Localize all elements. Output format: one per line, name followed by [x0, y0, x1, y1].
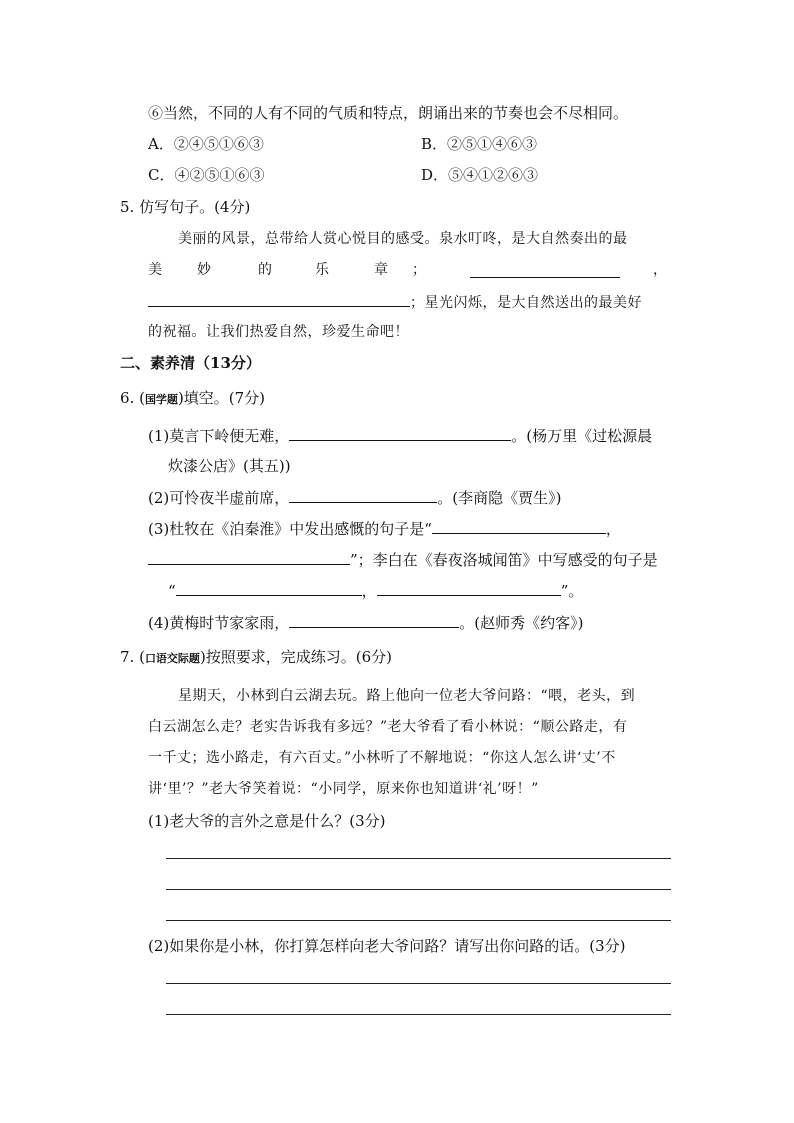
answer-line[interactable]: [166, 858, 671, 859]
q6-p3-text2: ”；李白在《春夜洛城闻笛》中写感受的句子是: [350, 551, 658, 569]
q6-p4-text: (4)黄梅时节家家雨，: [148, 614, 290, 632]
q6-blank-6[interactable]: [377, 580, 561, 596]
option-item-6: ⑥当然，不同的人有不同的气质和特点，朗诵出来的节奏也会不尽相同。: [148, 104, 629, 122]
q6-p2-text: (2)可怜夜半虚前席，: [148, 489, 290, 507]
q6-part3-line2: [148, 549, 658, 570]
q6-title: [120, 388, 265, 410]
q6-part2: [148, 487, 561, 508]
answer-line[interactable]: [166, 889, 671, 890]
q6-part3-line3: [168, 580, 583, 601]
answer-line[interactable]: [166, 920, 671, 921]
choice-a[interactable]: A．②④⑤①⑥③: [148, 135, 264, 153]
section-title: 二、素养清（13分）: [120, 354, 261, 372]
q6-tag: 国学题: [144, 393, 178, 406]
q6-blank-1[interactable]: [289, 425, 511, 441]
q5-char: 章: [374, 262, 389, 278]
q6-blank-2[interactable]: [289, 487, 437, 503]
q7-passage-line: 白云湖怎么走？老实告诉我有多远？”老大爷看了看小林说：“顺公路走，有: [148, 719, 628, 735]
choice-b[interactable]: B．②⑤①④⑥③: [421, 135, 538, 153]
q6-rest: )填空。(7分): [177, 389, 266, 407]
q6-p3-comma: ，: [605, 520, 621, 538]
q6-p3-text: (3)杜牧在《泊秦淮》中发出感慨的句子是“: [148, 520, 432, 538]
q6-p3-quote: “: [168, 582, 176, 600]
q5-char: 美: [148, 262, 163, 278]
q5-line1: 美丽的风景，总带给人赏心悦目的感受。泉水叮咚，是大自然奏出的最: [178, 231, 628, 247]
q6-blank-4[interactable]: [148, 549, 350, 565]
q5-title: 5. 仿写句子。(4分): [120, 198, 251, 216]
q6-p3-end: ”。: [560, 582, 584, 600]
choice-d[interactable]: D．⑤④①②⑥③: [421, 166, 539, 184]
q5-char: 的: [258, 262, 273, 278]
answer-line[interactable]: [166, 983, 671, 984]
q7-rest: )按照要求，完成练习。(6分): [199, 648, 393, 666]
q6-num: 6. (: [120, 389, 145, 407]
q5-char: 乐: [315, 262, 330, 278]
q6-part3-line1: [148, 518, 621, 539]
q5-blank-2[interactable]: [148, 291, 410, 307]
q5-line3-tail: ；星光闪烁，是大自然送出的最美好: [410, 295, 642, 311]
q6-p3-comma2: ，: [361, 582, 377, 600]
q6-part1-source: 炊漆公店》(其五)): [168, 457, 291, 475]
q7-passage-line: 一千丈；选小路走，有六百丈。”小林听了不解地说：“你这人怎么讲‘丈’不: [148, 750, 616, 766]
q6-blank-7[interactable]: [289, 612, 459, 628]
q6-blank-5[interactable]: [176, 580, 362, 596]
q6-p1-text: (1)莫言下岭便无难，: [148, 427, 290, 445]
q5-comma: ，: [653, 262, 668, 278]
q7-title: [120, 647, 392, 669]
q7-num: 7. (: [120, 648, 145, 666]
q7-tag: 口语交际题: [144, 652, 200, 665]
q7-passage-line: 星期天，小林到白云湖去玩。路上他向一位老大爷问路：“喂，老头，到: [178, 688, 636, 704]
q6-part1: [148, 425, 652, 446]
q6-p1-source: 。(杨万里《过松源晨: [511, 427, 653, 445]
q7-sub2: (2)如果你是小林，你打算怎样向老大爷问路？请写出你问路的话。(3分): [148, 937, 626, 955]
q5-line3: [148, 291, 642, 313]
q6-blank-3[interactable]: [432, 518, 606, 534]
q7-sub1: (1)老大爷的言外之意是什么？(3分): [148, 812, 386, 830]
q7-passage-line: 讲‘里’？”老大爷笑着说：“小同学，原来你也知道讲‘礼’呀！”: [148, 781, 539, 797]
q5-blank-1[interactable]: [470, 262, 620, 278]
q5-line4: 的祝福。让我们热爱自然，珍爱生命吧！: [148, 324, 409, 340]
q6-p4-source: 。(赵师秀《约客》): [459, 614, 584, 632]
choice-c[interactable]: C．④②⑤①⑥③: [148, 166, 265, 184]
q6-part4: [148, 612, 583, 633]
q5-char: ；: [412, 262, 427, 278]
answer-line[interactable]: [166, 1014, 671, 1015]
q6-p2-source: 。(李商隐《贾生》): [437, 489, 562, 507]
q5-char: 妙: [197, 262, 212, 278]
